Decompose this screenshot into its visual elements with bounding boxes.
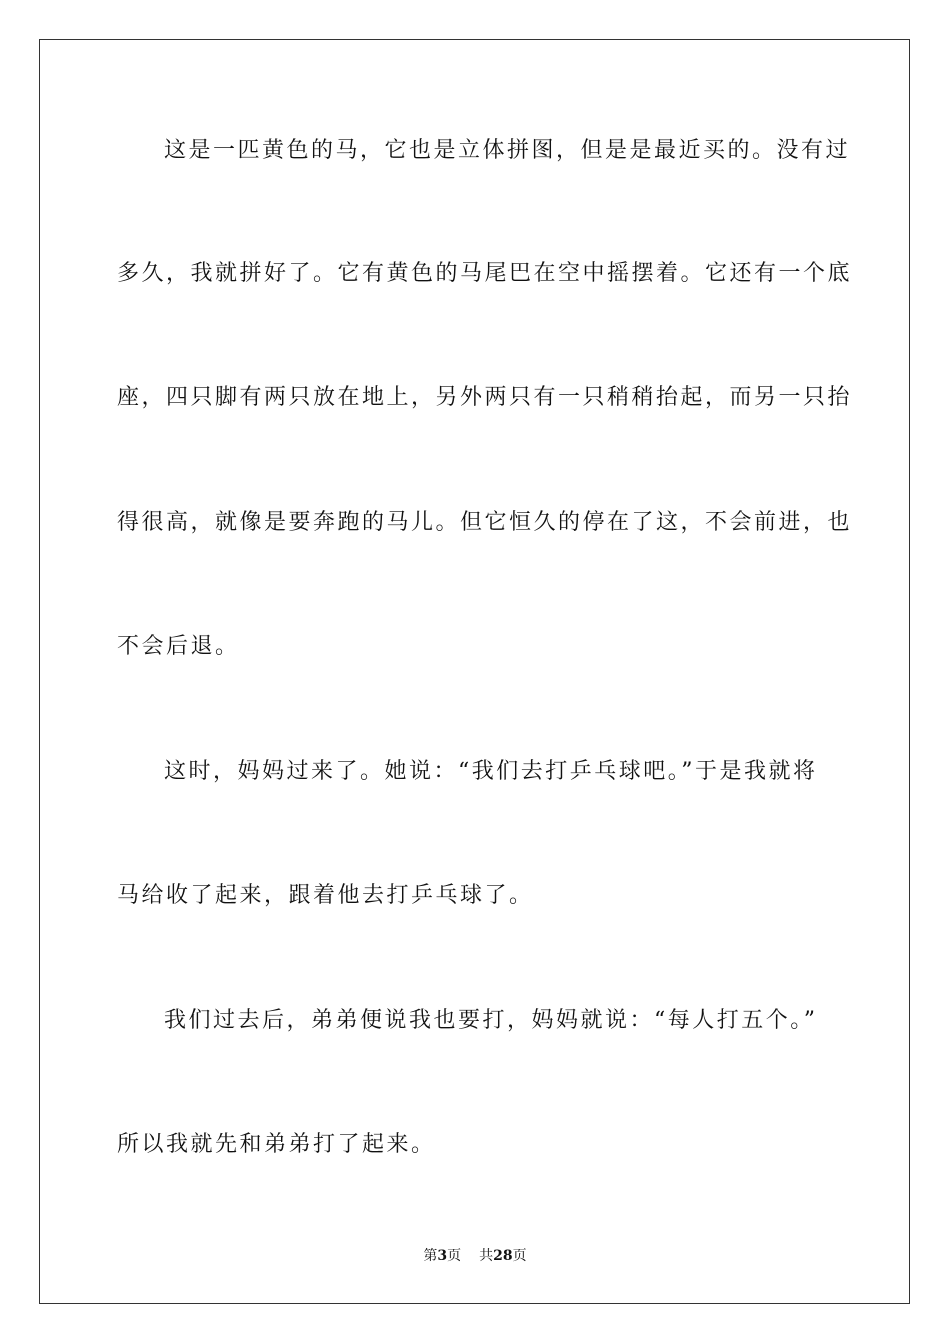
total-prefix: 共: [479, 1248, 494, 1264]
page-suffix: 页: [447, 1248, 462, 1264]
paragraph-2-line-1: 这时，妈妈过来了。她说：“我们去打乒乓球吧。”于是我就将: [164, 759, 818, 784]
page-border: [39, 39, 910, 1304]
paragraph-1-line-3: 座，四只脚有两只放在地上，另外两只有一只稍稍抬起，而另一只抬: [117, 385, 853, 410]
paragraph-1-line-2: 多久，我就拼好了。它有黄色的马尾巴在空中摇摆着。它还有一个底: [117, 261, 853, 286]
paragraph-1-line-4: 得很高，就像是要奔跑的马儿。但它恒久的停在了这，不会前进，也: [117, 510, 853, 535]
paragraph-3-line-1: 我们过去后，弟弟便说我也要打，妈妈就说：“每人打五个。”: [164, 1008, 818, 1033]
paragraph-1-line-1: 这是一匹黄色的马，它也是立体拼图，但是是最近买的。没有过: [164, 138, 851, 163]
page-footer: [0, 1246, 950, 1266]
paragraph-1-line-5: 不会后退。: [117, 634, 240, 659]
paragraph-2-line-2: 马给收了起来，跟着他去打乒乓球了。: [117, 883, 534, 908]
paragraph-3-line-2: 所以我就先和弟弟打了起来。: [117, 1132, 436, 1157]
page-prefix: 第: [423, 1248, 438, 1264]
total-pages: 28: [493, 1248, 513, 1264]
total-suffix: 页: [512, 1248, 527, 1264]
page-number: 3: [437, 1248, 448, 1264]
